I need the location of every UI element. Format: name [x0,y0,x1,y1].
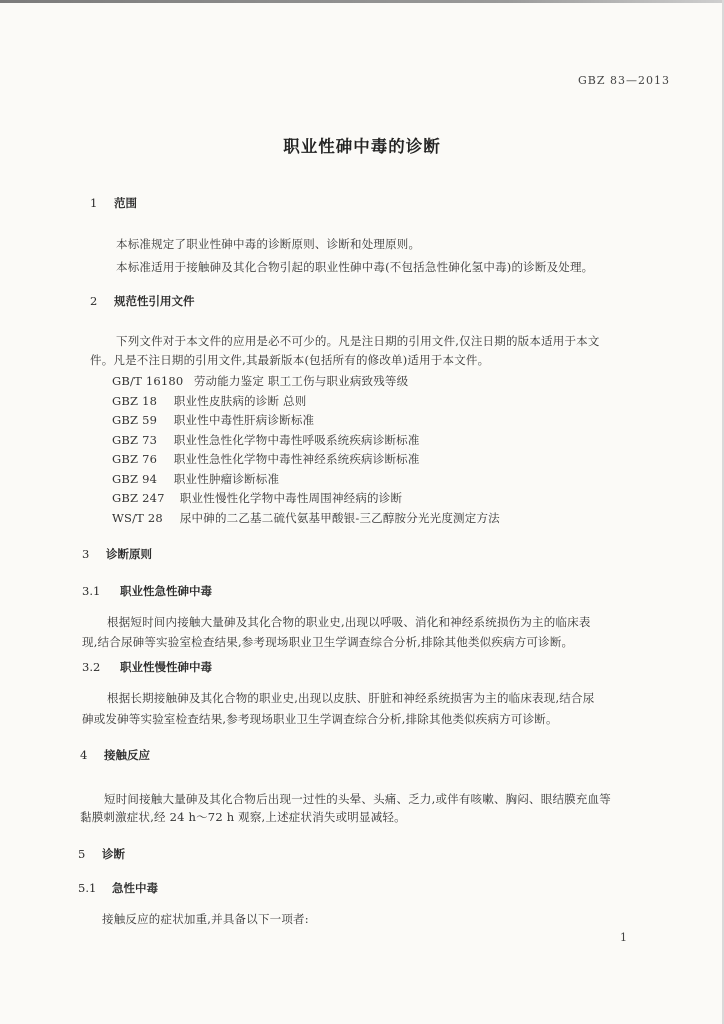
section-3-2-line-1: 根据长期接触砷及其化合物的职业史,出现以皮肤、肝脏和神经系统损害为主的临床表现,结合尿 [107,691,595,705]
section-4-line-2: 黏膜刺激症状,经 24 h～72 h 观察,上述症状消失或明显减轻。 [80,810,406,824]
reference-title: 职业性慢性化学物中毒性周围神经病的诊断 [179,491,403,505]
reference-item [112,373,408,389]
page-number: 1 [620,931,627,944]
reference-item [112,393,306,409]
section-2-intro-line-2: 件。凡是不注日期的引用文件,其最新版本(包括所有的修改单)适用于本文件。 [90,353,490,367]
top-edge-rule [0,0,724,3]
standard-code: GBZ 83—2013 [578,74,671,87]
section-5-1-line-1: 接触反应的症状加重,并具备以下一项者: [102,912,309,926]
section-2-number: 2 [90,294,98,308]
section-3-title: 诊断原则 [106,547,153,561]
section-3-1-line-2: 现,结合尿砷等实验室检查结果,参考现场职业卫生学调查综合分析,排除其他类似疾病方可诊断。 [82,635,574,649]
section-2-heading [90,293,195,309]
reference-code: GBZ 76 [112,452,158,466]
section-3-2-title: 职业性慢性砷中毒 [120,660,213,674]
section-3-1-heading [82,583,212,599]
section-3-2-line-2: 砷或发砷等实验室检查结果,参考现场职业卫生学调查综合分析,排除其他类似疾病方可诊断。 [82,712,558,726]
section-5-1-heading [78,880,158,896]
section-5-1-number: 5.1 [78,881,97,895]
reference-code: WS/T 28 [112,511,163,525]
reference-item [112,471,279,487]
document-title: 职业性砷中毒的诊断 [283,137,441,156]
section-3-2-heading [82,659,212,675]
section-5-number: 5 [78,847,86,861]
reference-item [112,432,420,448]
section-4-heading [80,747,150,763]
section-3-heading [82,546,152,562]
reference-item [112,510,500,526]
reference-code: GBZ 94 [112,472,158,486]
reference-title: 职业性急性化学物中毒性神经系统疾病诊断标准 [173,452,420,466]
section-2-title: 规范性引用文件 [114,294,195,308]
section-4-title: 接触反应 [104,748,151,762]
reference-code: GBZ 247 [112,491,165,505]
section-3-1-number: 3.1 [82,584,101,598]
section-4-number: 4 [80,748,88,762]
section-3-1-line-1: 根据短时间内接触大量砷及其化合物的职业史,出现以呼吸、消化和神经系统损伤为主的临床表 [107,615,591,629]
reference-item [112,412,314,428]
reference-title: 职业性急性化学物中毒性呼吸系统疾病诊断标准 [173,433,420,447]
reference-code: GBZ 73 [112,433,158,447]
section-1-paragraph-1: 本标准规定了职业性砷中毒的诊断原则、诊断和处理原则。 [116,237,421,251]
reference-code: GBZ 59 [112,413,158,427]
section-3-1-title: 职业性急性砷中毒 [120,584,213,598]
reference-item [112,451,420,467]
reference-title: 尿中砷的二乙基二硫代氨基甲酸银-三乙醇胺分光光度测定方法 [179,511,500,525]
reference-code: GB/T 16180 [112,374,184,388]
section-5-title: 诊断 [102,847,126,861]
section-1-paragraph-2: 本标准适用于接触砷及其化合物引起的职业性砷中毒(不包括急性砷化氢中毒)的诊断及处理。 [116,260,594,274]
section-5-heading [78,846,125,862]
section-1-number: 1 [90,196,98,210]
section-5-1-title: 急性中毒 [112,881,159,895]
section-3-number: 3 [82,547,90,561]
section-3-2-number: 3.2 [82,660,101,674]
reference-title: 职业性皮肤病的诊断 总则 [173,394,307,408]
section-1-title: 范围 [114,196,138,210]
reference-item [112,490,402,506]
reference-code: GBZ 18 [112,394,158,408]
reference-title: 职业性肿瘤诊断标准 [173,472,280,486]
reference-title: 劳动能力鉴定 职工工伤与职业病致残等级 [193,374,409,388]
reference-title: 职业性中毒性肝病诊断标准 [173,413,315,427]
section-2-intro-line-1: 下列文件对于本文件的应用是必不可少的。凡是注日期的引用文件,仅注日期的版本适用于本文 [116,334,600,348]
section-1-heading [90,195,137,211]
section-4-line-1: 短时间接触大量砷及其化合物后出现一过性的头晕、头痛、乏力,或伴有咳嗽、胸闷、眼结膜充血等 [104,792,611,806]
